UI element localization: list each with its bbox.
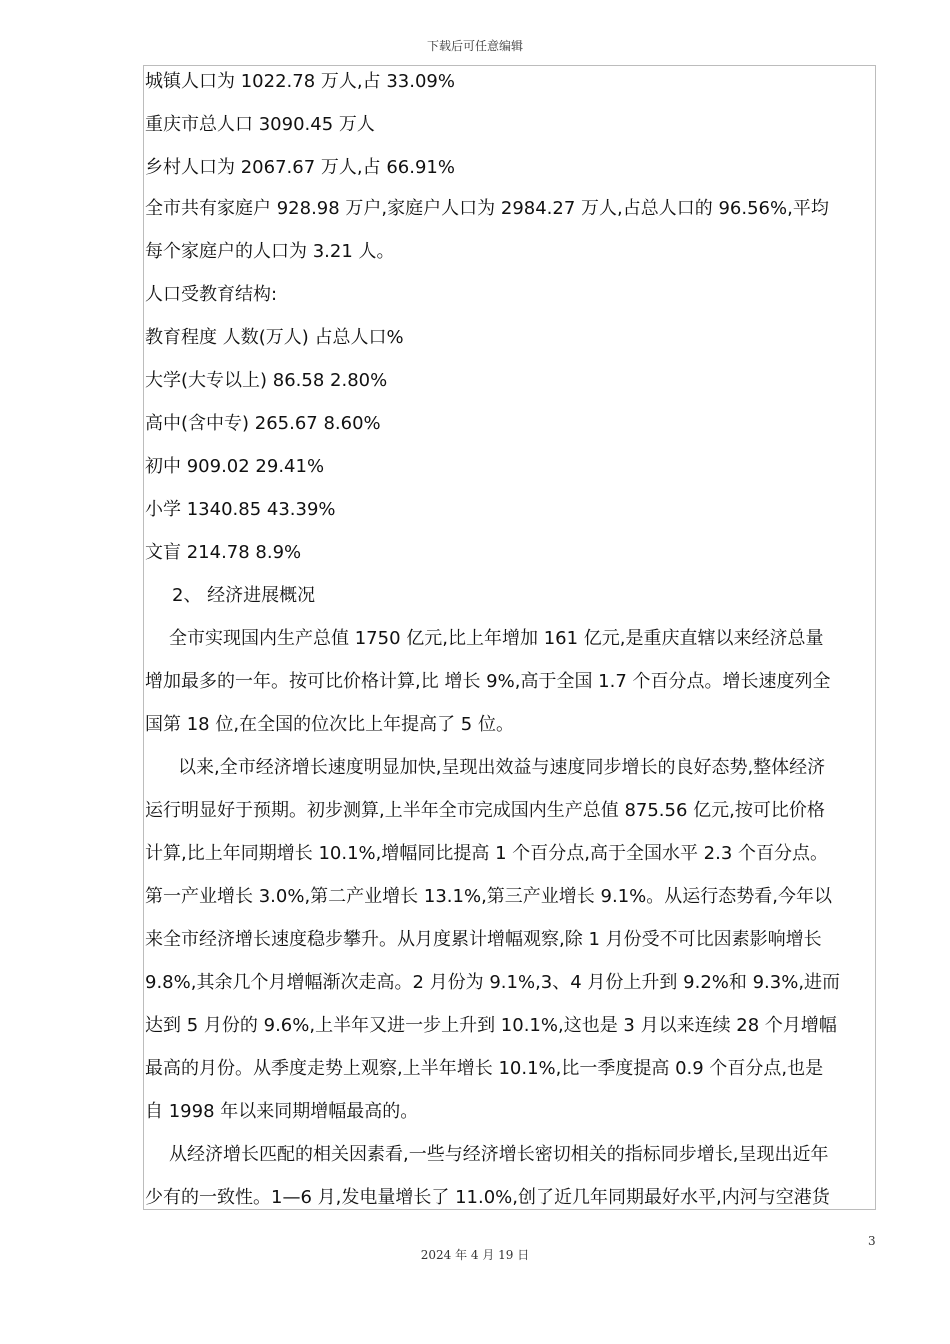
paragraph-line: 从经济增长匹配的相关因素看,一些与经济增长密切相关的指标同步增长,呈现出近年 <box>169 1144 829 1165</box>
paragraph-line: 运行明显好于预期。初步测算,上半年全市完成国内生产总值 875.56 亿元,按可比价格 <box>145 800 825 821</box>
page-header: 下载后可任意编辑 <box>426 39 523 53</box>
paragraph-line: 最高的月份。从季度走势上观察,上半年增长 10.1%,比一季度提高 0.9 个百分点,也是 <box>145 1058 824 1079</box>
paragraph-line: 第一产业增长 3.0%,第二产业增长 13.1%,第三产业增长 9.1%。从运行态势看,今年以 <box>145 886 832 907</box>
paragraph-line: 来全市经济增长速度稳步攀升。从月度累计增幅观察,除 1 月份受不可比因素影响增长 <box>145 929 822 950</box>
paragraph-line: 增加最多的一年。按可比价格计算,比 增长 9%,高于全国 1.7 个百分点。增长速度列全 <box>145 671 831 692</box>
text-line: 文盲 214.78 8.9% <box>145 542 302 563</box>
text-line: 每个家庭户的人口为 3.21 人。 <box>145 241 395 262</box>
paragraph-line: 计算,比上年同期增长 10.1%,增幅同比提高 1 个百分点,高于全国水平 2.3 个百分点。 <box>145 843 829 864</box>
section-heading: 2、 经济进展概况 <box>172 585 316 606</box>
text-line: 城镇人口为 1022.78 万人,占 33.09% <box>145 71 455 92</box>
page-footer-date: 2024 年 4 月 19 日 <box>420 1248 530 1262</box>
text-line: 高中(含中专) 265.67 8.60% <box>145 413 381 434</box>
paragraph-line: 国第 18 位,在全国的位次比上年提高了 5 位。 <box>145 714 514 735</box>
paragraph-line: 达到 5 月份的 9.6%,上半年又进一步上升到 10.1%,这也是 3 月以来连续 28 个月增幅 <box>145 1015 837 1036</box>
text-line: 教育程度 人数(万人) 占总人口% <box>145 327 404 348</box>
paragraph-line: 自 1998 年以来同期增幅最高的。 <box>145 1101 419 1122</box>
text-line: 重庆市总人口 3090.45 万人 <box>145 114 375 135</box>
document-body <box>145 68 875 1210</box>
page-number: 3 <box>868 1234 876 1248</box>
paragraph-line: 以来,全市经济增长速度明显加快,呈现出效益与速度同步增长的良好态势,整体经济 <box>178 757 826 778</box>
text-line: 全市共有家庭户 928.98 万户,家庭户人口为 2984.27 万人,占总人口的 96.56%,平均 <box>145 198 829 219</box>
text-line: 乡村人口为 2067.67 万人,占 66.91% <box>145 157 455 178</box>
text-line: 大学(大专以上) 86.58 2.80% <box>145 370 388 391</box>
text-line: 小学 1340.85 43.39% <box>145 499 336 520</box>
text-frame <box>143 65 876 1210</box>
paragraph-line: 少有的一致性。1—6 月,发电量增长了 11.0%,创了近几年同期最好水平,内河与空港货 <box>145 1187 830 1208</box>
text-line: 初中 909.02 29.41% <box>145 456 325 477</box>
paragraph-line: 9.8%,其余几个月增幅渐次走高。2 月份为 9.1%,3、4 月份上升到 9.2%和 9.3%,进而 <box>145 972 841 993</box>
text-line: 人口受教育结构: <box>145 284 278 305</box>
paragraph-line: 全市实现国内生产总值 1750 亿元,比上年增加 161 亿元,是重庆直辖以来经济总量 <box>169 628 824 649</box>
